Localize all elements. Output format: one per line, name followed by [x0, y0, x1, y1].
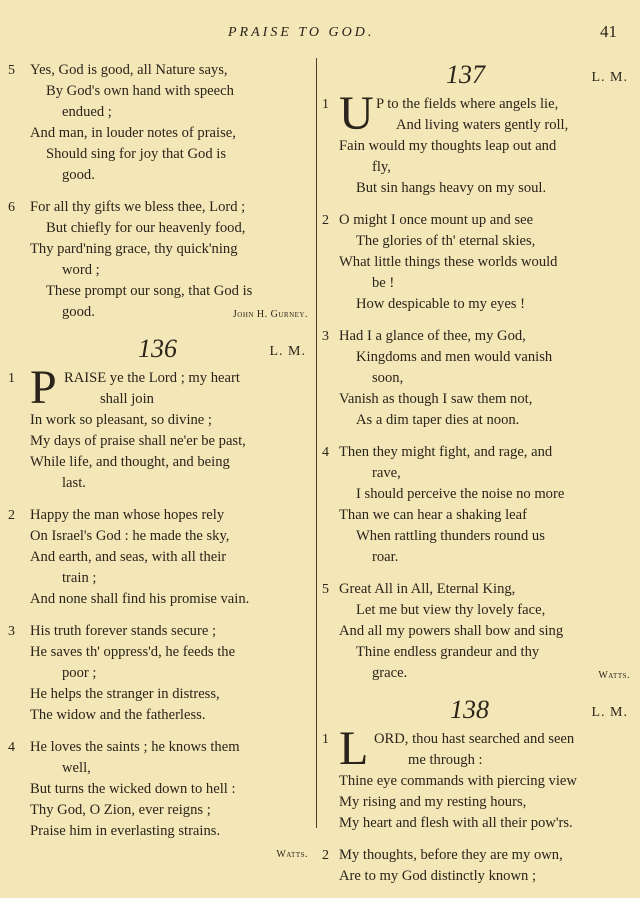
verse-line: 4 He loves the saints ; he knows them [8, 737, 312, 758]
verse [322, 722, 634, 834]
verse-line: And living waters gently roll, [396, 117, 569, 133]
verse-number: 3 [322, 329, 329, 344]
verse-line: On Israel's God : he made the sky, [30, 528, 230, 544]
verse-line: well, [62, 760, 91, 776]
verse [8, 737, 312, 863]
verse-line: Should sing for joy that God is [46, 146, 226, 162]
hymn-number: 138 [450, 695, 489, 724]
verse-number: 5 [8, 63, 15, 78]
verse-line: These prompt our song, that God is [46, 283, 253, 299]
verse [322, 326, 634, 431]
verse-line: shall join [100, 391, 154, 407]
verse-line: 1 P RAISE ye the Lord ; my heart [8, 361, 240, 414]
verse-line: He saves th' oppress'd, he feeds the [30, 644, 236, 660]
verse-line: But sin hangs heavy on my soul. [356, 180, 547, 196]
drop-cap: U [339, 87, 374, 140]
verse [8, 621, 312, 726]
verse-line: last. [62, 475, 86, 491]
column-divider [316, 58, 317, 828]
verse-line: endued ; [62, 104, 112, 120]
verse-line: Kingdoms and men would vanish [356, 349, 553, 365]
verse-line: How despicable to my eyes ! [356, 296, 525, 312]
verse-line: Let me but view thy lovely face, [356, 602, 546, 618]
verse-line: 1 U P to the fields where angels lie, [322, 87, 559, 140]
verse [322, 87, 634, 199]
verse-number: 5 [322, 582, 329, 597]
verse-line: He helps the stranger in distress, [30, 686, 220, 702]
hymn-meter: L. M. [591, 70, 628, 85]
verse-line: As a dim taper dies at noon. [356, 412, 520, 428]
hymn-number: 136 [138, 334, 177, 363]
verse-line [8, 842, 312, 863]
verse-line: 2 Happy the man whose hopes rely [8, 505, 312, 526]
verse-line: Thine endless grandeur and thy [356, 644, 540, 660]
verse-line: me through : [408, 752, 483, 768]
verse-line: I should perceive the noise no more [356, 486, 565, 502]
verse-line: soon, [372, 370, 404, 386]
author-attribution: Watts. [598, 670, 630, 681]
verse-line: My rising and my resting hours, [339, 794, 527, 810]
verse-line: poor ; [62, 665, 97, 681]
page-header [0, 22, 640, 44]
verse-line: Vanish as though I saw them not, [339, 391, 533, 407]
verse-line: And none shall find his promise vain. [30, 591, 250, 607]
verse-line: 2 O might I once mount up and see [322, 210, 634, 231]
verse-line: And earth, and seas, with all their [30, 549, 227, 565]
verse-number: 4 [322, 445, 329, 460]
verse-line: 2 My thoughts, before they are my own, [322, 845, 634, 866]
verse-line: good. [62, 167, 95, 183]
verse [8, 361, 312, 494]
drop-cap: P [30, 361, 57, 414]
verse-line: roar. [372, 549, 399, 565]
verse-line: 5 Yes, God is good, all Nature says, [8, 60, 312, 81]
hymn-meter: L. M. [591, 705, 628, 720]
verse-number: 1 [322, 97, 329, 112]
verse-line: When rattling thunders round us [356, 528, 545, 544]
verse-line: By God's own hand with speech [46, 83, 234, 99]
hymn-number: 137 [446, 60, 485, 89]
verse [8, 505, 312, 610]
verse-number: 1 [8, 371, 15, 386]
verse-line: What little things these worlds would [339, 254, 558, 270]
verse-number: 1 [322, 732, 329, 747]
verse-line: be ! [372, 275, 395, 291]
verse-number: 2 [8, 508, 15, 523]
verse-number: 6 [8, 200, 15, 215]
verse-line: But chiefly for our heavenly food, [46, 220, 246, 236]
left-column [8, 60, 312, 874]
verse-line: But turns the wicked down to hell : [30, 781, 236, 797]
verse [8, 197, 312, 323]
verse-line: And man, in louder notes of praise, [30, 125, 236, 141]
verse-line: While life, and thought, and being [30, 454, 230, 470]
verse-line: train ; [62, 570, 97, 586]
verse-number: 4 [8, 740, 15, 755]
verse-line: The widow and the fatherless. [30, 707, 206, 723]
verse-line: 3 Had I a glance of thee, my God, [322, 326, 634, 347]
verse-line: My heart and flesh with all their pow'rs. [339, 815, 573, 831]
verse [322, 442, 634, 568]
verse-line: Thy pard'ning grace, thy quick'ning [30, 241, 238, 257]
verse-line: fly, [372, 159, 391, 175]
verse [322, 845, 634, 887]
verse-line: Thy God, O Zion, ever reigns ; [30, 802, 211, 818]
author-attribution: John H. Gurney. [232, 309, 308, 320]
verse-number: 3 [8, 624, 15, 639]
verse [8, 60, 312, 186]
verse-line: 6 For all thy gifts we bless thee, Lord ; [8, 197, 312, 218]
hymn-meter: L. M. [269, 344, 306, 359]
verse-line: 4 Then they might fight, and rage, and [322, 442, 634, 463]
verse-line: rave, [372, 465, 401, 481]
verse-line: Thine eye commands with piercing view [339, 773, 577, 789]
verse-line: grace. Watts. [322, 663, 634, 684]
verse-line: And all my powers shall bow and sing [339, 623, 564, 639]
right-column [322, 60, 634, 898]
verse [322, 579, 634, 684]
running-title: PRAISE TO GOD. [228, 25, 375, 40]
hymn-heading [322, 695, 634, 729]
verse-line: 1 L ORD, thou hast searched and seen [322, 722, 575, 775]
verse-number: 2 [322, 213, 329, 228]
verse-number: 2 [322, 848, 329, 863]
page-number: 41 [600, 22, 617, 41]
verse-line: The glories of th' eternal skies, [356, 233, 536, 249]
verse-line: 5 Great All in All, Eternal King, [322, 579, 634, 600]
drop-cap: L [339, 722, 369, 775]
verse-line: good. John H. Gurney. [8, 302, 312, 323]
verse-line: Fain would my thoughts leap out and [339, 138, 557, 154]
verse-line: word ; [62, 262, 100, 278]
verse-line: 3 His truth forever stands secure ; [8, 621, 312, 642]
verse-line: In work so pleasant, so divine ; [30, 412, 212, 428]
author-attribution: Watts. [276, 849, 308, 860]
verse-line: Than we can hear a shaking leaf [339, 507, 528, 523]
verse-line: Are to my God distinctly known ; [339, 868, 537, 884]
verse-line: Praise him in everlasting strains. [30, 823, 221, 839]
verse [322, 210, 634, 315]
verse-line: My days of praise shall ne'er be past, [30, 433, 246, 449]
